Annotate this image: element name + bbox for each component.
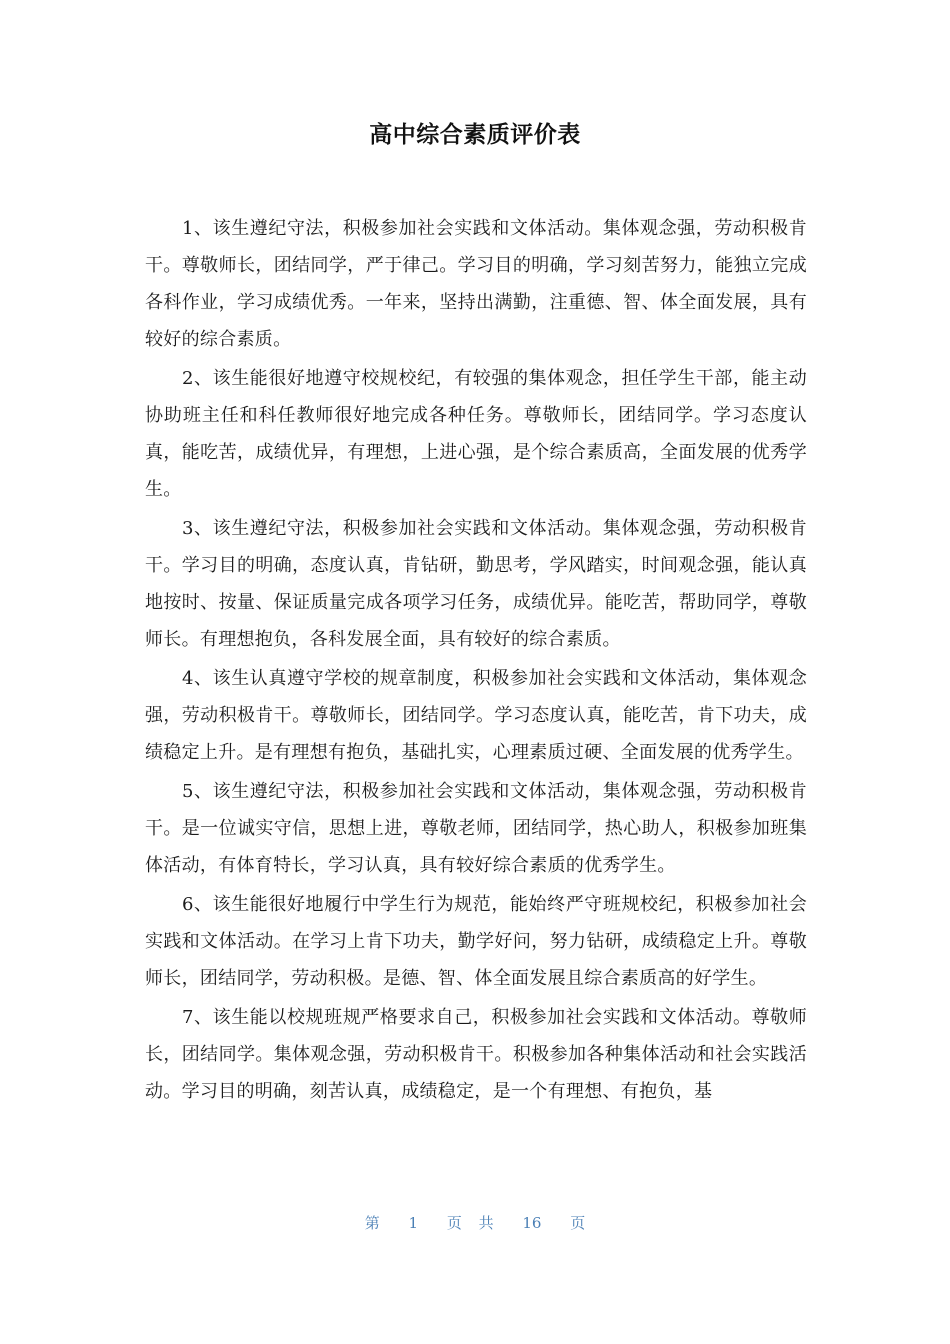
footer-middle: 页 共 — [446, 1214, 494, 1232]
paragraph-4: 4、该生认真遵守学校的规章制度，积极参加社会实践和文体活动，集体观念强，劳动积极肯干。尊敬师长，团结同学。学习态度认真，能吃苦，肯下功夫，成绩稳定上升。是有理想有抱负，基础扎实，心理素质过硬、全面发展的优秀学生。 — [145, 668, 807, 763]
paragraph-3: 3、该生遵纪守法，积极参加社会实践和文体活动。集体观念强，劳动积极肯干。学习目的明确，态度认真，肯钻研，勤思考，学风踏实，时间观念强，能认真地按时、按量、保证质量完成各项学习任务，成绩优异。能吃苦，帮助同学，尊敬师长。有理想抱负，各科发展全面，具有较好的综合素质。 — [145, 518, 807, 650]
paragraph-5: 5、该生遵纪守法，积极参加社会实践和文体活动，集体观念强，劳动积极肯干。是一位诚实守信，思想上进，尊敬老师，团结同学，热心助人，积极参加班集体活动，有体育特长，学习认真，具有较好综合素质的优秀学生。 — [145, 781, 807, 876]
footer-total-pages: 16 — [522, 1214, 542, 1232]
footer-current-page: 1 — [408, 1214, 419, 1232]
paragraph-7: 7、该生能以校规班规严格要求自己，积极参加社会实践和文体活动。尊敬师长，团结同学。集体观念强，劳动积极肯干。积极参加各种集体活动和社会实践活动。学习目的明确，刻苦认真，成绩稳定，是一个有理想、有抱负，基 — [145, 1007, 807, 1102]
paragraph-6: 6、该生能很好地履行中学生行为规范，能始终严守班规校纪，积极参加社会实践和文体活动。在学习上肯下功夫，勤学好问，努力钻研，成绩稳定上升。尊敬师长，团结同学，劳动积极。是德、智、体全面发展且综合素质高的好学生。 — [145, 894, 807, 989]
document-body — [145, 210, 807, 1112]
footer-suffix: 页 — [570, 1214, 586, 1232]
page-footer — [0, 1212, 950, 1233]
paragraph-1: 1、该生遵纪守法，积极参加社会实践和文体活动。集体观念强，劳动积极肯干。尊敬师长，团结同学，严于律己。学习目的明确，学习刻苦努力，能独立完成各科作业，学习成绩优秀。一年来，坚持出满勤，注重德、智、体全面发展，具有较好的综合素质。 — [145, 218, 807, 350]
page-title: 高中综合素质评价表 — [369, 122, 581, 148]
footer-prefix: 第 — [364, 1214, 380, 1232]
paragraph-2: 2、该生能很好地遵守校规校纪，有较强的集体观念，担任学生干部，能主动协助班主任和科任教师很好地完成各种任务。尊敬师长，团结同学。学习态度认真，能吃苦，成绩优异，有理想，上进心强，是个综合素质高，全面发展的优秀学生。 — [145, 368, 807, 500]
